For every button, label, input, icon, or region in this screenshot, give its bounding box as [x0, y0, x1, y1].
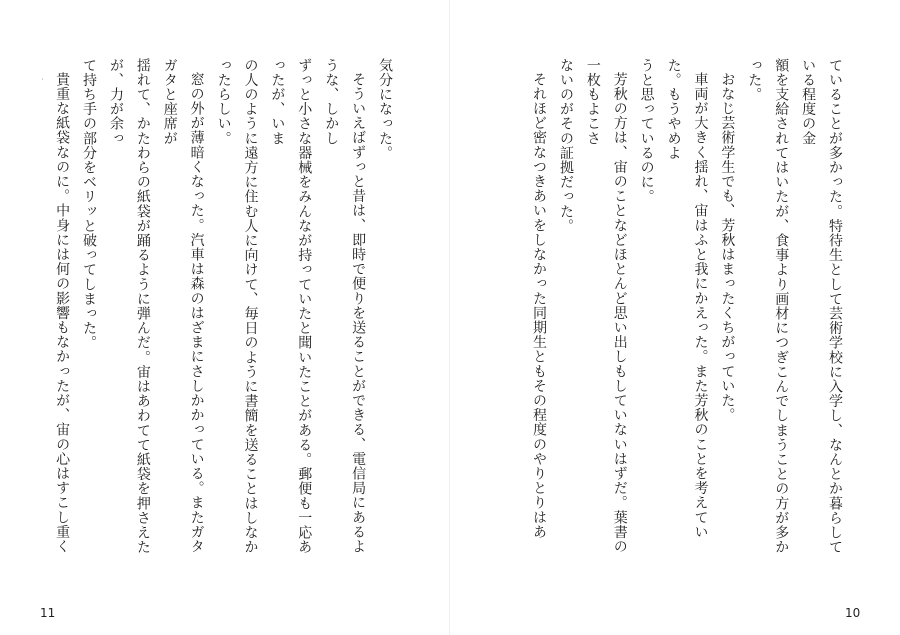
- left-page-number: 11: [40, 606, 56, 620]
- text-line: 額を支給されてはいたが、食事より画材につぎこんでしまうことの方が多かった。: [746, 58, 790, 555]
- text-line: おなじ芸術学生でも、芳秋はまったくちがっていた。: [719, 72, 736, 423]
- text-line: 窓の外が薄暗くなった。汽車は森のはざまにさしかかっている。またガタガタと座席が: [161, 58, 205, 554]
- text-line: 芳秋の方は、宙のことなどほとんど思い出しもしていないはずだ。葉書の一枚もよこさ: [584, 58, 628, 554]
- text-line: そういえばずっと昔は、即時で便りを送ることができる、電信局にあるような、しかし: [323, 58, 367, 554]
- text-line: うと思っているのに。: [638, 58, 655, 204]
- text-line: て持ち手の部分をベリッと破ってしまった。: [81, 58, 98, 350]
- text-line: 気分になった。: [377, 58, 393, 161]
- text-line: ないのがその証拠だった。: [557, 58, 574, 234]
- text-line: ずっと小さな器械をみんなが持っていたと聞いたことがある。郵便も一応あったが、いま: [269, 58, 313, 555]
- right-page: [450, 0, 900, 635]
- text-line: 揺れて、かたわらの紙袋が踊るように弾んだ。宙はあわてて紙袋を押さえたが、力が余っ: [107, 58, 151, 555]
- left-page-text: [42, 58, 398, 568]
- text-line: ていることが多かった。特待生として芸術学校に入学し、なんとか暮らしている程度の金: [800, 58, 843, 555]
- text-line: それほど密なつきあいをしなかった同期生ともその程度のやりとりはあ: [531, 72, 548, 540]
- right-page-number: 10: [845, 606, 861, 620]
- text-line: の人のように遠方に住む人に向けて、毎日のように書簡を送ることはしなかったらしい。: [215, 58, 259, 555]
- text-line: 貴重な紙袋なのに。中身には何の影響もなかったが、宙の心はすこし重く: [54, 72, 71, 554]
- text-line: 車両が大きく揺れ、宙はふと我にかえった。また芳秋のことを考えていた。もうやめよ: [665, 58, 709, 540]
- right-page-text: [520, 58, 848, 568]
